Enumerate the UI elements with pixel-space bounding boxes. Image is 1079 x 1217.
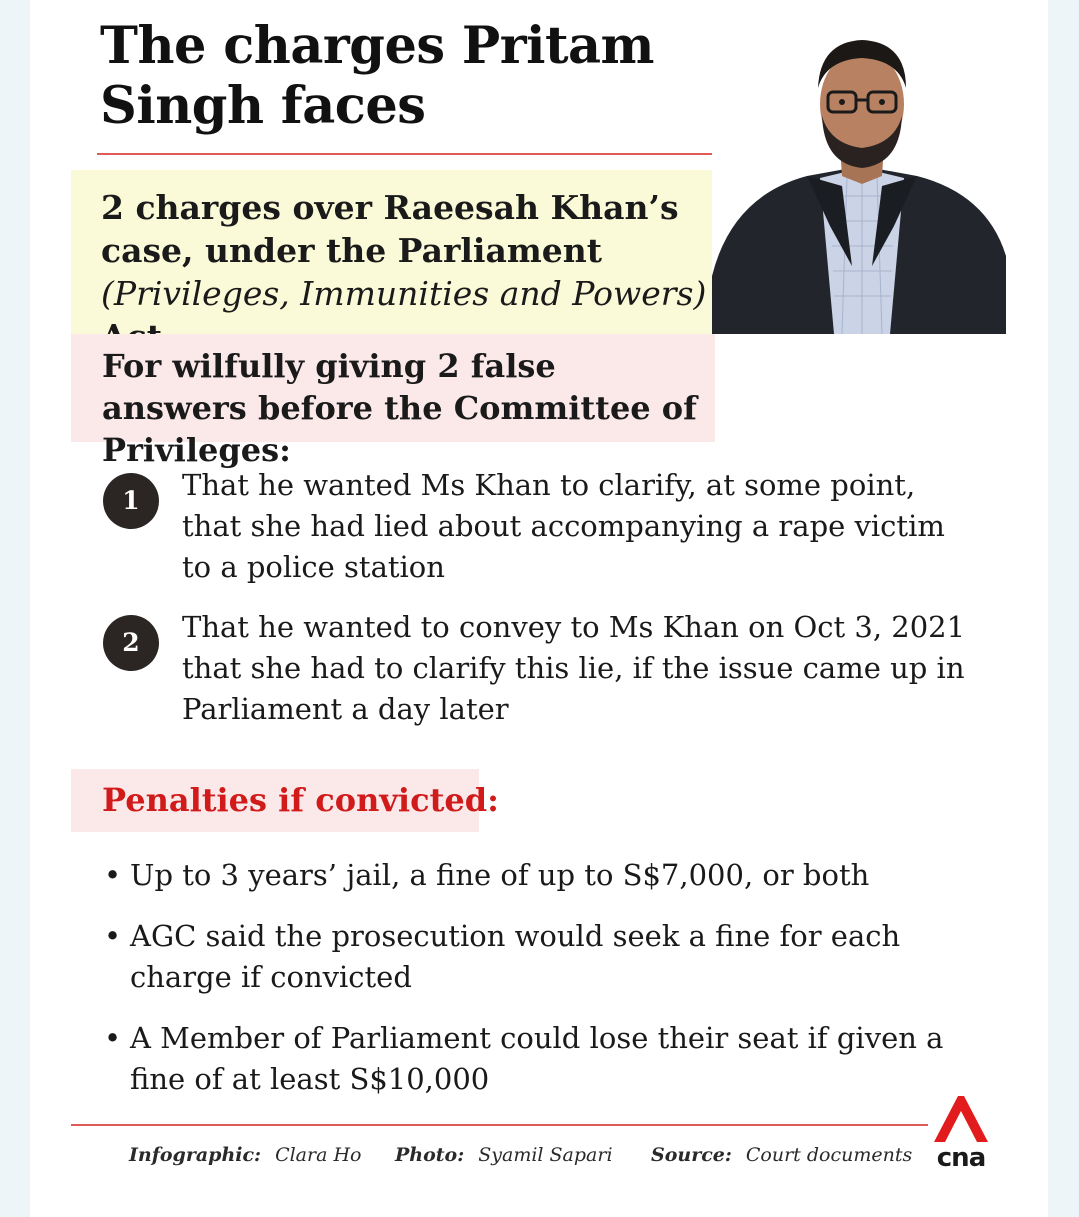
bullet-icon: •	[104, 1021, 122, 1055]
subheading-text	[101, 186, 741, 358]
false-answers-heading: For wilfully giving 2 false answers before the Committee of Privileges:	[102, 347, 697, 469]
portrait-photo	[712, 26, 1006, 334]
credit-label: Photo:	[395, 1144, 465, 1166]
credit-value: Syamil Sapari	[478, 1144, 613, 1166]
credit-label: Source:	[651, 1144, 732, 1166]
credit-source	[651, 1143, 912, 1167]
bullet-icon: •	[104, 919, 122, 953]
credit-label: Infographic:	[129, 1144, 262, 1166]
list-item	[104, 916, 944, 998]
charge-number-badge: 2	[103, 615, 159, 671]
charge-text: That he wanted Ms Khan to clarify, at some point, that she had lied about accompanying a rape victim to a police station	[182, 468, 945, 584]
credit-value: Court documents	[745, 1144, 913, 1166]
credit-infographic	[129, 1143, 361, 1167]
credit-photo	[395, 1143, 613, 1167]
penalty-text: Up to 3 years’ jail, a fine of up to S$7,000, or both	[130, 858, 870, 892]
charge-text: That he wanted to convey to Ms Khan on Oct 3, 2021 that she had to clarify this lie, if the issue came up in Parliament a day later	[182, 610, 966, 726]
bullet-icon: •	[104, 858, 122, 892]
subheading-bold: 2 charges over Raeesah Khan’s case, under the Parliament	[101, 188, 679, 270]
subheading-italic: (Privileges, Immunities and Powers)	[101, 274, 707, 313]
penalty-text: A Member of Parliament could lose their seat if given a fine of at least S$10,000	[130, 1021, 944, 1096]
charge-number-badge: 1	[103, 473, 159, 529]
cna-logo	[930, 1094, 992, 1170]
penalties-list	[104, 855, 944, 1120]
page-title: The charges Pritam Singh faces	[100, 16, 655, 136]
logo-text: cna	[936, 1143, 986, 1170]
list-item	[104, 855, 944, 896]
penalties-heading: Penalties if convicted:	[102, 781, 499, 819]
footer-divider	[71, 1124, 928, 1126]
credit-value: Clara Ho	[275, 1144, 362, 1166]
list-item	[104, 1018, 944, 1100]
penalty-text: AGC said the prosecution would seek a fine for each charge if convicted	[130, 919, 901, 994]
